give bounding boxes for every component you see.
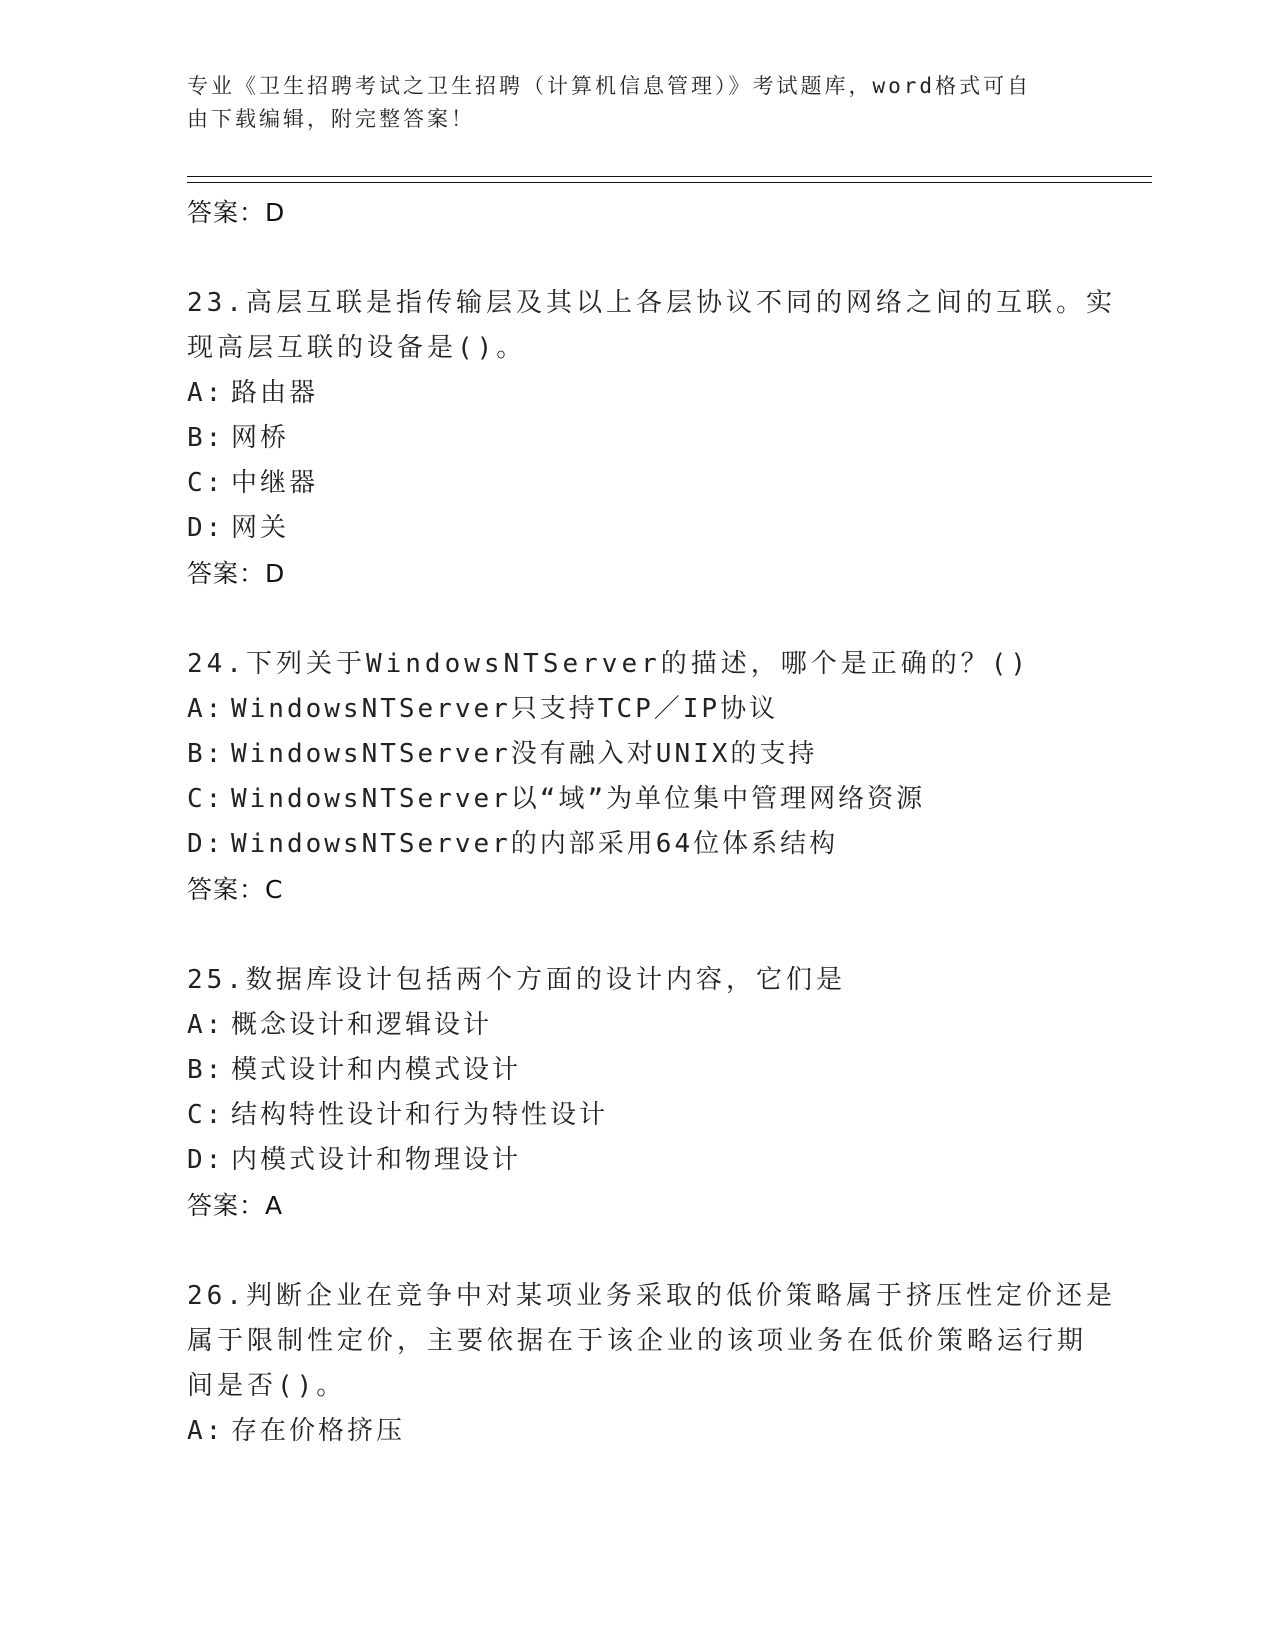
spacer xyxy=(187,912,1087,958)
option-letter: B: xyxy=(187,739,225,769)
option-text: 路由器 xyxy=(231,378,319,408)
question-text: 25.数据库设计包括两个方面的设计内容，它们是 xyxy=(187,965,846,995)
option-letter: A: xyxy=(187,694,225,724)
option-c xyxy=(187,461,1087,506)
question-text: 26.判断企业在竞争中对某项业务采取的低价策略属于挤压性定价还是 xyxy=(187,1281,1116,1311)
question-text: 现高层互联的设备是()。 xyxy=(187,333,527,363)
question-text: 间是否()。 xyxy=(187,1371,347,1401)
option-a xyxy=(187,1003,1087,1048)
option-a xyxy=(187,371,1087,416)
question-block xyxy=(187,281,1116,596)
option-text: 模式设计和内模式设计 xyxy=(231,1055,522,1085)
option-c xyxy=(187,1093,1087,1138)
spacer xyxy=(187,235,1087,281)
option-text: WindowsNTServer以“域”为单位集中管理网络资源 xyxy=(231,784,926,814)
question-block xyxy=(187,958,1087,1228)
option-letter: C: xyxy=(187,1100,225,1130)
option-text: 内模式设计和物理设计 xyxy=(231,1145,522,1175)
answer-line: 答案：D xyxy=(187,198,286,227)
option-b xyxy=(187,1048,1087,1093)
question-text: 23.高层互联是指传输层及其以上各层协议不同的网络之间的互联。实 xyxy=(187,288,1116,318)
option-text: 中继器 xyxy=(231,468,319,498)
option-text: WindowsNTServer的内部采用64位体系结构 xyxy=(231,829,839,859)
option-a xyxy=(187,687,1087,732)
option-a xyxy=(187,1409,1087,1454)
option-text: 网桥 xyxy=(231,423,290,453)
question-text: 属于限制性定价，主要依据在于该企业的该项业务在低价策略运行期 xyxy=(187,1326,1088,1356)
answer-line: 答案：A xyxy=(187,1191,284,1220)
question-block xyxy=(187,642,1087,912)
question-list xyxy=(187,190,1116,1454)
option-letter: A: xyxy=(187,1010,225,1040)
option-text: 网关 xyxy=(231,513,290,543)
option-text: 结构特性设计和行为特性设计 xyxy=(231,1100,609,1130)
option-b xyxy=(187,732,1087,777)
option-d xyxy=(187,1138,1087,1183)
option-letter: D: xyxy=(187,1145,225,1175)
option-letter: A: xyxy=(187,378,225,408)
option-letter: C: xyxy=(187,784,225,814)
option-text: 概念设计和逻辑设计 xyxy=(231,1010,493,1040)
question-block xyxy=(187,1274,1116,1454)
header-line-1: 专业《卫生招聘考试之卫生招聘（计算机信息管理）》考试题库，word格式可自 xyxy=(187,74,1032,98)
option-letter: D: xyxy=(187,513,225,543)
question-text: 24.下列关于WindowsNTServer的描述，哪个是正确的？() xyxy=(187,649,1031,679)
answer-line: 答案：C xyxy=(187,875,284,904)
document-header xyxy=(187,70,1067,136)
spacer xyxy=(187,596,1087,642)
header-divider-top xyxy=(187,176,1152,177)
option-letter: C: xyxy=(187,468,225,498)
option-text: WindowsNTServer没有融入对UNIX的支持 xyxy=(231,739,818,769)
answer-line: 答案：D xyxy=(187,559,286,588)
header-divider-bottom xyxy=(187,182,1152,183)
option-b xyxy=(187,416,1087,461)
option-letter: B: xyxy=(187,1055,225,1085)
header-line-2: 由下载编辑，附完整答案！ xyxy=(187,107,475,131)
option-d xyxy=(187,506,1087,551)
option-text: WindowsNTServer只支持TCP／IP协议 xyxy=(231,694,779,724)
option-c xyxy=(187,777,1087,822)
option-letter: A: xyxy=(187,1416,225,1446)
option-d xyxy=(187,822,1087,867)
option-letter: D: xyxy=(187,829,225,859)
option-letter: B: xyxy=(187,423,225,453)
option-text: 存在价格挤压 xyxy=(231,1416,406,1446)
spacer xyxy=(187,1228,1087,1274)
